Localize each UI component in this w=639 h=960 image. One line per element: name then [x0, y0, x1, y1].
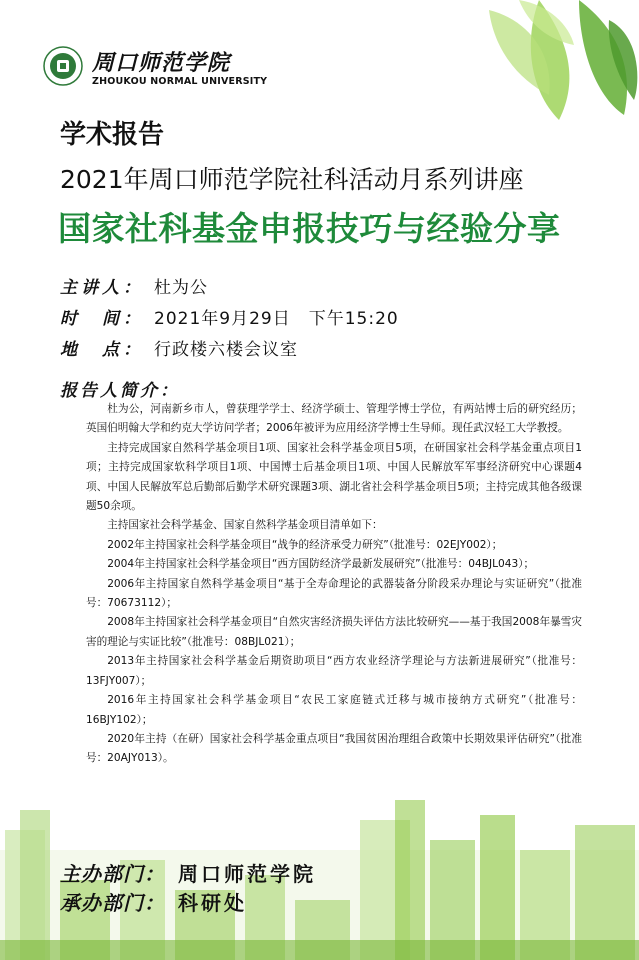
main-title: 国家社科基金申报技巧与经验分享	[58, 209, 561, 248]
bio-heading: 报告人简介：	[60, 381, 180, 401]
project-item: 2002年主持国家社会科学基金项目“战争的经济承受力研究”（批准号：02EJY002）；	[107, 538, 503, 551]
university-seal-icon	[43, 46, 83, 86]
bio-paragraph-2: 主持完成国家自然科学基金项目1项、国家社会科学基金项目5项，在研国家社会科学基金重点项目1项；主持完成国家软科学项目1项、中国博士后基金项目1项、中国人民解放军军事经济研究中心课题4项、中国人民解放军总后勤部后勤学术研究课题3项、湖北省社会科学基金项目5项；主持完成其他各级课题50余项。	[86, 441, 582, 513]
place-label: 地 点：	[60, 340, 144, 360]
place-value: 行政楼六楼会议室	[154, 340, 298, 360]
logo-chinese-name: 周口师范学院	[92, 50, 231, 76]
bio-body	[86, 400, 582, 769]
host-row	[60, 858, 316, 887]
organizer-row	[60, 887, 247, 916]
speaker-label: 主讲人：	[60, 278, 144, 298]
project-item: 2008年主持国家社会科学基金项目“自然灾害经济损失评估方法比较研究——基于我国2008年暴雪灾害的理论与实证比较”（批准号：08BJL021）；	[86, 616, 582, 648]
speaker-row	[60, 273, 208, 298]
bio-paragraph-3: 主持国家社会科学基金、国家自然科学基金项目清单如下：	[107, 519, 383, 532]
project-item: 2006年主持国家自然科学基金项目“基于全寿命理论的武器装备分阶段采办理论与实证研究”（批准号：70673112）；	[86, 577, 582, 610]
time-row	[60, 304, 399, 329]
series-title: 2021年周口师范学院社科活动月系列讲座	[60, 165, 524, 194]
kicker: 学术报告	[60, 120, 165, 150]
leaves-decoration	[379, 0, 639, 150]
project-item: 2020年主持（在研）国家社会科学基金重点项目“我国贫困治理组合政策中长期效果评估研究”（批准号：20AJY013）。	[86, 732, 582, 765]
speaker-value: 杜为公	[154, 278, 208, 298]
project-item: 2013年主持国家社会科学基金后期资助项目“西方农业经济学理论与方法新进展研究”（批准号：13FJY007）；	[86, 655, 582, 687]
bio-paragraph-1: 杜为公，河南新乡市人，曾获理学学士、经济学硕士、管理学博士学位，有两站博士后的研究经历；英国伯明翰大学和约克大学访问学者；2006年被评为应用经济学博士生导师。现任武汉轻工大学教授。	[86, 403, 582, 435]
organizer-value: 科研处	[178, 891, 247, 915]
host-value: 周口师范学院	[178, 862, 316, 886]
time-label: 时 间：	[60, 309, 144, 329]
project-item: 2016年主持国家社会科学基金项目“农民工家庭链式迁移与城市接纳方式研究”（批准号：16BJY102）；	[86, 694, 582, 726]
place-row	[60, 335, 298, 360]
logo-english-name: ZHOUKOU NORMAL UNIVERSITY	[92, 76, 268, 87]
organizer-label: 承办部门：	[60, 891, 165, 915]
project-item: 2004年主持国家社会科学基金项目“西方国防经济学最新发展研究”（批准号：04BJL043）；	[107, 558, 535, 571]
time-value: 2021年9月29日 下午15:20	[154, 309, 399, 329]
host-label: 主办部门：	[60, 862, 165, 886]
